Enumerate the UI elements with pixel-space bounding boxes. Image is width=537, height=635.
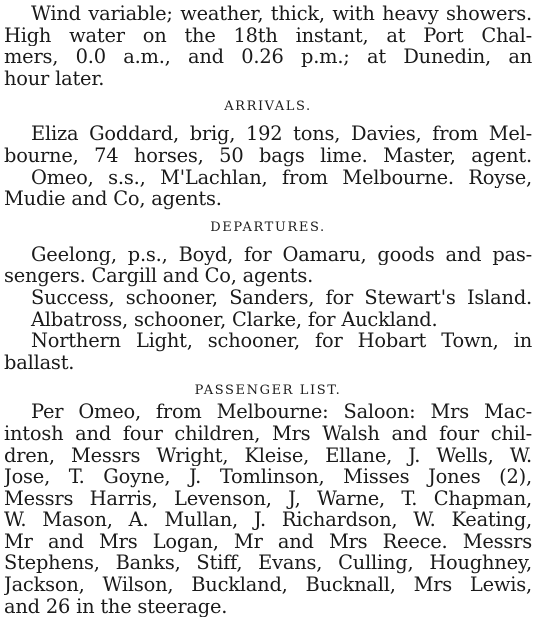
passenger-line: Per Omeo, from Melbourne: Saloon: Mrs Mac-: [31, 401, 532, 423]
passenger-line: Stephens, Banks, Stiff, Evans, Culling, Houghney,: [4, 552, 532, 575]
weather-line: mers, 0.0 a.m., and 0.26 p.m.; at Dunedin, an: [4, 46, 532, 68]
weather-line: hour later.: [4, 67, 105, 90]
arrival-line: bourne, 74 horses, 50 bags lime. Master, agent.: [4, 144, 532, 167]
passenger-line: Jackson, Wilson, Buckland, Bucknall, Mrs Lewis,: [4, 574, 532, 596]
passenger-line: Jose, T. Goyne, J. Tomlinson, Misses Jones (2),: [4, 466, 532, 488]
weather-paragraph: [4, 3, 532, 89]
departures-heading: DEPARTURES.: [210, 219, 326, 235]
arrival-line: Omeo, s.s., M'Lachlan, from Melbourne. Royse,: [31, 166, 532, 189]
arrivals-heading: ARRIVALS.: [224, 99, 312, 115]
passenger-paragraph: [4, 401, 532, 617]
arrivals-paragraph: [4, 123, 532, 209]
arrival-line: Eliza Goddard, brig, 192 tons, Davies, from Mel-: [31, 123, 532, 145]
passenger-line: Messrs Harris, Levenson, J, Warne, T. Chapman,: [4, 487, 532, 510]
passenger-line: W. Mason, A. Mullan, J. Richardson, W. Keating,: [4, 509, 532, 531]
weather-line: Wind variable; weather, thick, with heavy showers.: [31, 3, 532, 25]
passenger-list-heading: PASSENGER LIST.: [194, 383, 342, 399]
departures-paragraph: [4, 244, 532, 374]
shipping-column: [4, 3, 532, 617]
passenger-line: and 26 in the steerage.: [4, 595, 228, 618]
weather-line: High water on the 18th instant, at Port Chal-: [4, 24, 532, 47]
departure-line: Success, schooner, Sanders, for Stewart's Island.: [31, 286, 532, 309]
passenger-line: intosh and four children, Mrs Walsh and four chil-: [4, 422, 532, 445]
departure-line: ballast.: [4, 351, 75, 374]
arrival-line: Mudie and Co, agents.: [4, 188, 222, 210]
departure-line: Albatross, schooner, Clarke, for Auckland.: [31, 308, 438, 331]
departure-line: Geelong, p.s., Boyd, for Oamaru, goods and pas-: [31, 243, 532, 266]
passenger-line: Mr and Mrs Logan, Mr and Mrs Reece. Messrs: [4, 530, 532, 553]
passenger-line: dren, Messrs Wright, Kleise, Ellane, J. Wells, W.: [4, 444, 532, 467]
departure-line: Northern Light, schooner, for Hobart Town, in: [31, 330, 532, 352]
departure-line: sengers. Cargill and Co, agents.: [4, 265, 314, 287]
